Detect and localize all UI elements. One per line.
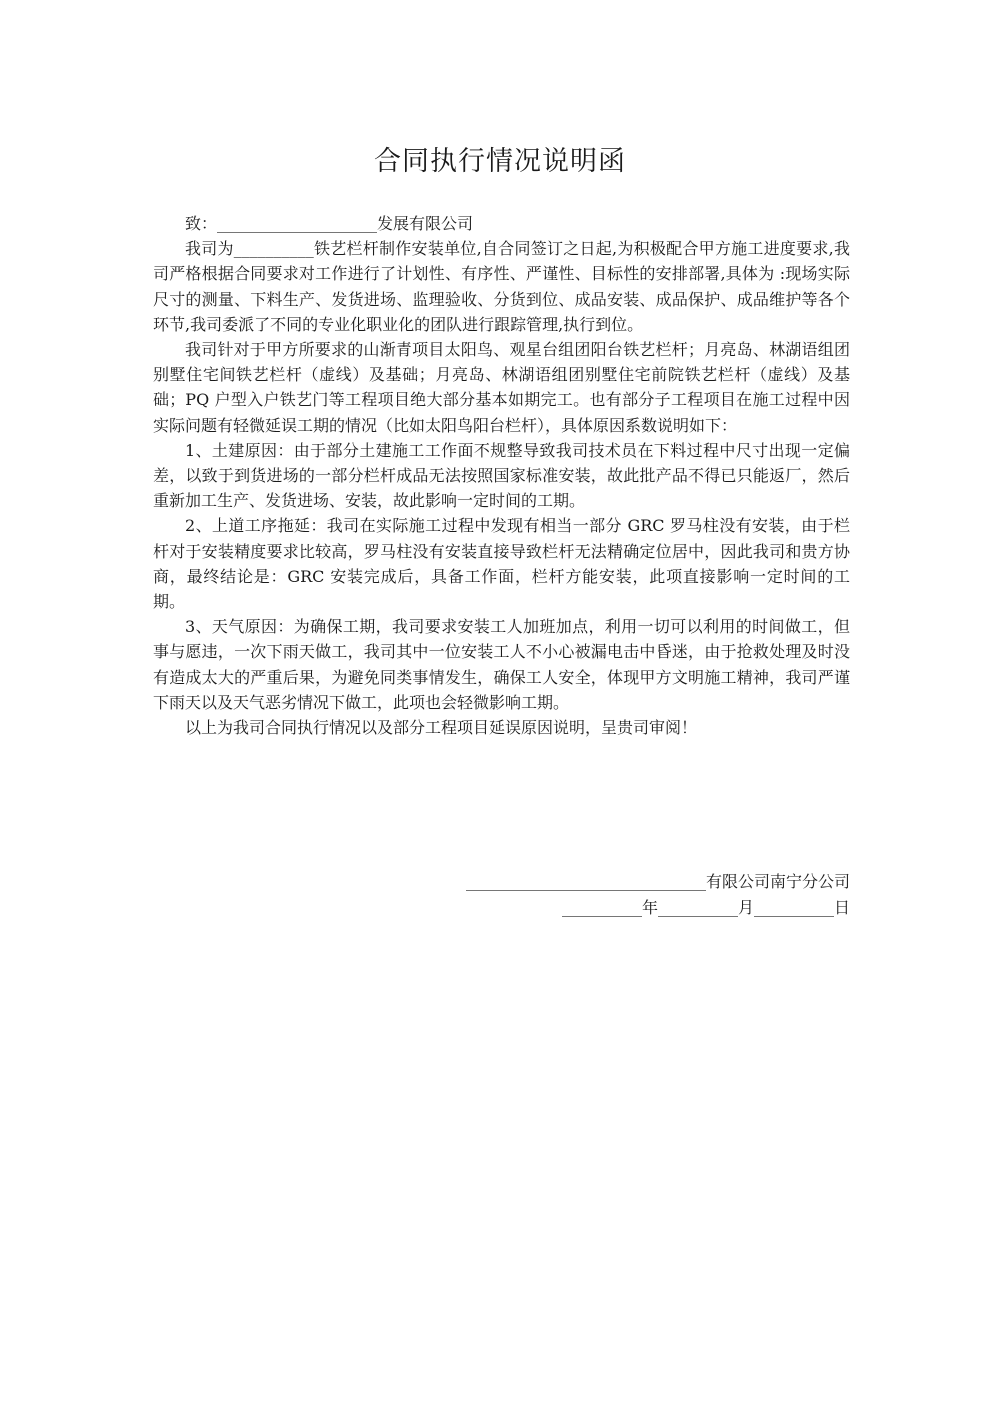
document-title: 合同执行情况说明函 bbox=[374, 146, 626, 177]
signature-block bbox=[420, 869, 850, 921]
paragraph-reason-2: 2、上道工序拖延：我司在实际施工过程中发现有相当一部分 GRC 罗马柱没有安装，由于栏杆对于安装精度要求比较高，罗马柱没有安装直接导致栏杆无法精确定位居中，因此我司和贵方协商，最终结论是：GRC 安装完成后，具备工作面，栏杆方能安装，此项直接影响一定时间的工期。 bbox=[153, 516, 850, 612]
signature-company: ______________________________有限公司南宁分公司 bbox=[465, 872, 850, 891]
signature-date: __________年__________月__________日 bbox=[561, 898, 850, 917]
paragraph-reason-1: 1、土建原因：由于部分土建施工工作面不规整导致我司技术员在下料过程中尺寸出现一定偏差，以致于到货进场的一部分栏杆成品无法按照国家标准安装，故此批产品不得已只能返厂，然后重新加工生产、发货进场、安装，故此影响一定时间的工期。 bbox=[153, 440, 850, 511]
paragraph-reason-3: 3、天气原因：为确保工期，我司要求安装工人加班加点，利用一切可以利用的时间做工，但事与愿违，一次下雨天做工，我司其中一位安装工人不小心被漏电击中昏迷，由于抢救处理及时没有造成太大的严重后果，为避免同类事情发生，确保工人安全，体现甲方文明施工精神，我司严谨下雨天以及天气恶劣情况下做工，此项也会轻微影响工期。 bbox=[153, 617, 850, 712]
paragraph-projects: 我司针对于甲方所要求的山渐青项目太阳鸟、观星台组团阳台铁艺栏杆；月亮岛、林湖语组团别墅住宅间铁艺栏杆（虚线）及基础；月亮岛、林湖语组团别墅住宅前院铁艺栏杆（虚线）及基础；PQ 户型入户铁艺门等工程项目绝大部分基本如期完工。也有部分子工程项目在施工过程中因实际问题有轻微延误工期的情况（比如太阳鸟阳台栏杆），具体原因系数说明如下： bbox=[153, 340, 850, 435]
paragraph-intro: 我司为__________铁艺栏杆制作安装单位,自合同签订之日起,为积极配合甲方施工进度要求,我司严格根据合同要求对工作进行了计划性、有序性、严谨性、目标性的安排部署,具体为 :现场实际尺寸的测量、下料生产、发货进场、监理验收、分货到位、成品安装、成品保护、成品维护等各个环节,我司委派了不同的专业化职业化的团队进行跟踪管理,执行到位。 bbox=[153, 239, 850, 334]
salutation: 致：____________________发展有限公司 bbox=[185, 214, 474, 233]
paragraph-closing: 以上为我司合同执行情况以及部分工程项目延误原因说明，呈贵司审阅！ bbox=[185, 718, 698, 738]
letter-body bbox=[153, 211, 850, 740]
